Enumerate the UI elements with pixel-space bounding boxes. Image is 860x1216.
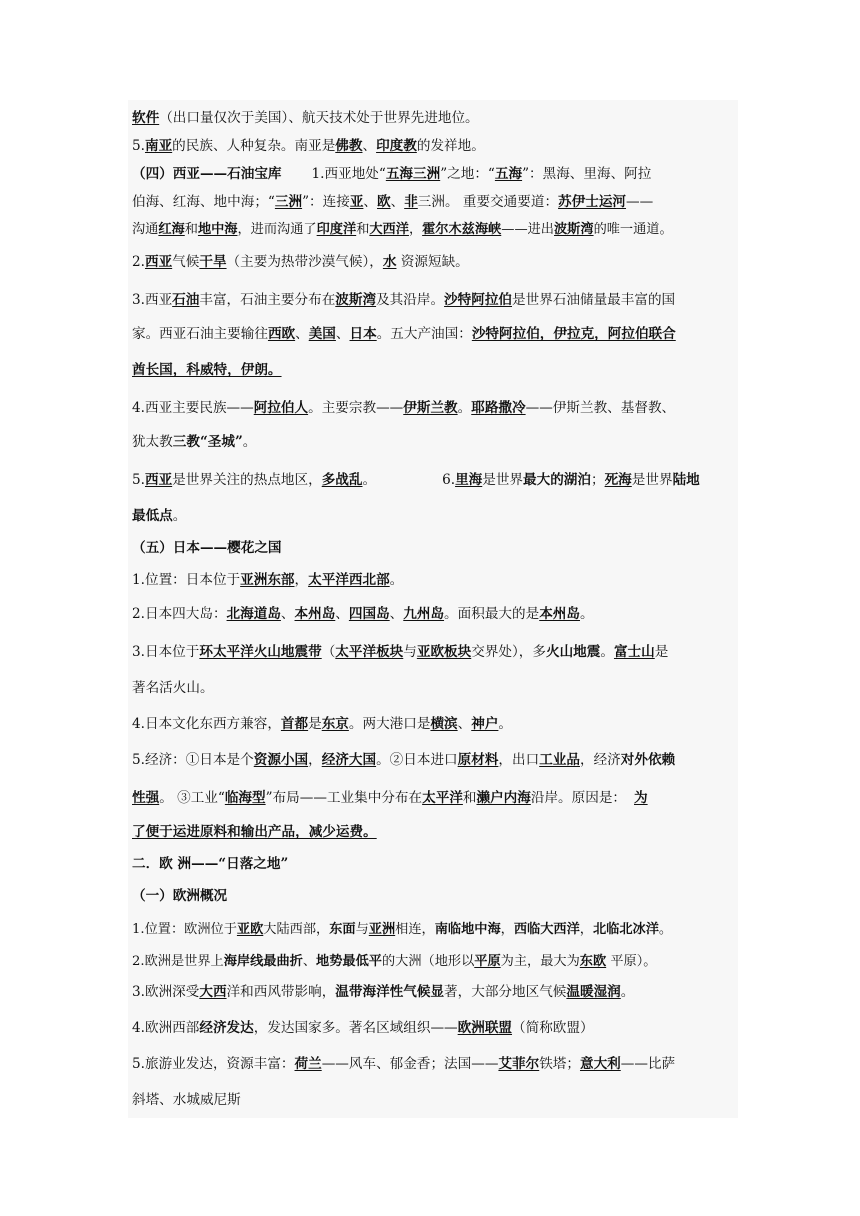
- text-line: 1.位置：日本位于亚洲东部，太平洋西北部。: [132, 572, 404, 588]
- text-line: 5.南亚的民族、人种复杂。南亚是佛教、印度教的发祥地。: [132, 138, 485, 154]
- chapter-heading: 二．欧 洲——“日落之地”: [132, 856, 289, 872]
- text-line: 家。西亚石油主要输往西欧、美国、日本。五大产油国：沙特阿拉伯，伊拉克，阿拉伯联合: [132, 326, 676, 342]
- text-line: 沟通红海和地中海，进而沟通了印度洋和大西洋，霍尔木兹海峡——进出波斯湾的唯一通道。: [132, 222, 673, 237]
- text-line: 2.欧洲是世界上海岸线最曲折、地势最低平的大洲（地形以平原为主，最大为东欧 平原）。: [132, 954, 657, 969]
- section-heading: （四）西亚——石油宝库: [132, 166, 282, 182]
- text-line: 最低点。: [132, 508, 187, 524]
- text-line: 软件（出口量仅次于美国）、航天技术处于世界先进地位。: [132, 110, 479, 126]
- text-line: 著名活火山。: [132, 680, 214, 696]
- text-line: 犹太教三教“圣城”。: [132, 434, 257, 450]
- section-heading: （五）日本——樱花之国: [132, 540, 282, 556]
- text-line: 5.经济：①日本是个资源小国，经济大国。②日本进口原材料，出口工业品，经济对外依赖: [132, 752, 676, 768]
- text-line: 3.欧洲深受大西洋和西风带影响，温带海洋性气候显著，大部分地区气候温暖湿润。: [132, 984, 635, 1000]
- text-line: 了便于运进原料和输出产品，减少运费。: [132, 824, 377, 840]
- section-heading: （一）欧洲概况: [132, 888, 228, 904]
- text-line: 伯海、红海、地中海；“三洲”：连接亚、欧、非三洲。 重要交通要道：苏伊士运河——: [132, 194, 654, 210]
- text-line: （四）西亚——石油宝库 1.西亚地处“五海三洲”之地：“五海”：黑海、里海、阿拉: [132, 166, 652, 182]
- text-line: 1.位置：欧洲位于亚欧大陆西部，东面与亚洲相连，南临地中海，西临大西洋，北临北冰洋。: [132, 922, 673, 937]
- text-line: 5.旅游业发达，资源丰富：荷兰——风车、郁金香；法国——艾菲尔铁塔；意大利——比萨: [132, 1056, 676, 1072]
- text-line: 酋长国，科威特，伊朗。: [132, 362, 282, 378]
- text-line: 5.西亚是世界关注的热点地区，多战乱。 6.里海是世界最大的湖泊；死海是世界陆地: [132, 472, 700, 488]
- text-line: 3.西亚石油丰富，石油主要分布在波斯湾及其沿岸。沙特阿拉伯是世界石油储量最丰富的国: [132, 292, 676, 308]
- text-line: 4.欧洲西部经济发达，发达国家多。著名区域组织——欧洲联盟（简称欧盟）: [132, 1020, 594, 1036]
- text-line: 斜塔、水城威尼斯: [132, 1092, 241, 1108]
- text-line: 4.日本文化东西方兼容，首都是东京。两大港口是横滨、神户。: [132, 716, 513, 732]
- text-line: 2.日本四大岛：北海道岛、本州岛、四国岛、九州岛。面积最大的是本州岛。: [132, 606, 594, 622]
- text-line: 性强。 ③工业“临海型”布局——工业集中分布在太平洋和濑户内海沿岸。原因是： 为: [132, 790, 648, 806]
- text-line: 2.西亚气候干旱（主要为热带沙漠气候），水 资源短缺。: [132, 254, 469, 270]
- text-line: 3.日本位于环太平洋火山地震带（太平洋板块与亚欧板块交界处），多火山地震。富士山是: [132, 644, 669, 660]
- text-line: 4.西亚主要民族——阿拉伯人。主要宗教——伊斯兰教。耶路撒冷——伊斯兰教、基督教、: [132, 400, 676, 416]
